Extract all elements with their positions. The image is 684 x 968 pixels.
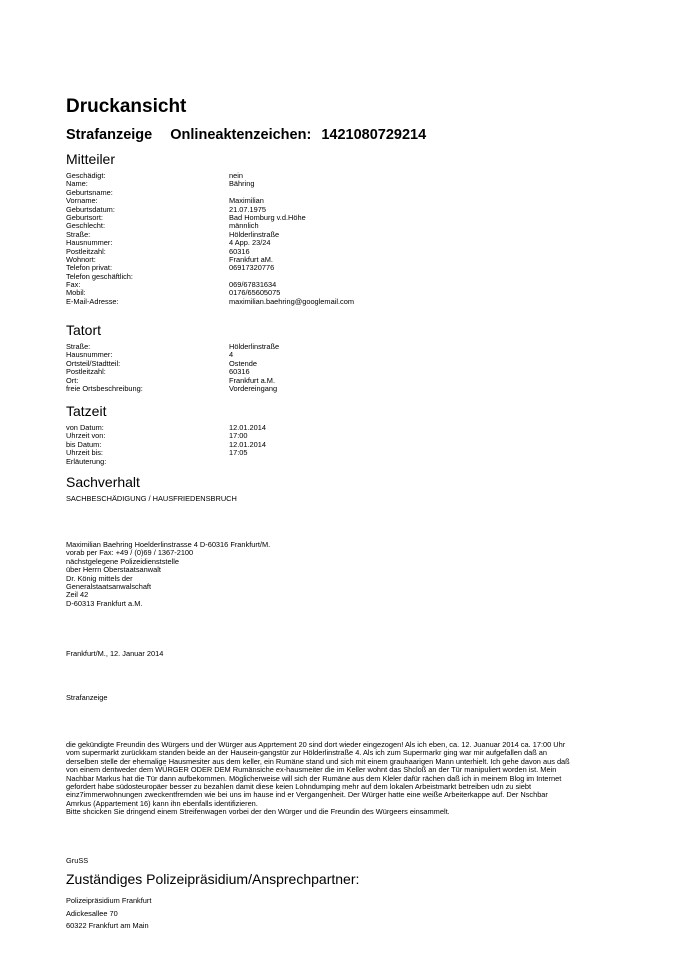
field-label: Geburtsort: bbox=[66, 212, 103, 222]
field-row bbox=[66, 424, 626, 432]
field-row bbox=[66, 449, 626, 457]
address-line: Generalstaatsanwalschaft bbox=[66, 582, 152, 592]
field-value: 12.01.2014 bbox=[229, 439, 266, 449]
field-value: Ostende bbox=[229, 358, 257, 368]
letter-subject: Strafanzeige bbox=[66, 693, 108, 702]
address-line: vorab per Fax: +49 / (0)69 / 1367-2100 bbox=[66, 548, 194, 558]
field-label: Geburtsname: bbox=[66, 187, 113, 197]
body-line: Bitte shcicken Sie dringend einem Streifenwagen vorbei der den Würger und die Freundin des Würgeers einsammelt. bbox=[66, 807, 450, 817]
field-value: maximilian.baehring@googlemail.com bbox=[229, 296, 354, 306]
field-row bbox=[66, 197, 626, 205]
body-line: die gekündigte Freundin des Würgers und der Würger aus Apprtement 20 sind dort wieder eingezogen! Als ich eben, ca. 12. Juanuar 2014 ca. 17:00 Uhr bbox=[66, 740, 566, 749]
page-title: Druckansicht bbox=[66, 96, 187, 117]
police-address-line: Polizeipräsidium Frankfurt bbox=[66, 896, 152, 905]
field-label: Hausnummer: bbox=[66, 238, 113, 248]
field-label: Postleitzahl: bbox=[66, 246, 106, 256]
section-heading-zustaendig: Zuständiges Polizeipräsidium/Ansprechpartner: bbox=[66, 871, 360, 887]
report-subtitle bbox=[66, 127, 426, 144]
field-row bbox=[66, 231, 626, 239]
field-label: Straße: bbox=[66, 342, 91, 351]
field-label: Mobil: bbox=[66, 288, 86, 298]
field-value: Vordereingang bbox=[229, 383, 278, 393]
field-row bbox=[66, 458, 626, 466]
field-row bbox=[66, 222, 626, 230]
body-line: Amrkus (Appartement 16) kann ihn ebenfalls identifizieren. bbox=[66, 798, 258, 808]
field-label: Ort: bbox=[66, 375, 79, 385]
field-row bbox=[66, 264, 626, 272]
body-line: von einem dentweder dem WÜRGER ODER DEM Rumänsiche ex-hausmeiter die im Keller wohnt das Shcloß an der Tür manipuliert worden ist. Mein bbox=[66, 765, 557, 775]
tatort-fields bbox=[66, 343, 626, 393]
field-value: 12.01.2014 bbox=[229, 423, 266, 432]
field-row bbox=[66, 281, 626, 289]
body-line: derselben stelle der ehemalige Hausmesiter aus dem keller, ein Rumäne stand und sich mit einem grauhaarigen Mann unterhielt. Ich gehe davon aus daß bbox=[66, 756, 570, 766]
case-number-value: 1421080729214 bbox=[321, 127, 427, 143]
field-label: Erläuterung: bbox=[66, 456, 107, 466]
field-row bbox=[66, 248, 626, 256]
field-row bbox=[66, 189, 626, 197]
address-line: über Herrn Oberstaatsanwalt bbox=[66, 565, 161, 575]
field-value: 60316 bbox=[229, 367, 250, 377]
address-line: D-60313 Frankfurt a.M. bbox=[66, 598, 143, 608]
field-value: Bähring bbox=[229, 179, 255, 189]
field-label: Name: bbox=[66, 179, 88, 189]
field-label: E-Mail-Adresse: bbox=[66, 296, 119, 306]
field-value: Hölderlinstraße bbox=[229, 342, 280, 351]
field-value: 17:00 bbox=[229, 431, 248, 441]
field-row bbox=[66, 239, 626, 247]
field-label: Wohnort: bbox=[66, 254, 96, 264]
address-line: Dr. König mittels der bbox=[66, 573, 133, 583]
address-line: Zeil 42 bbox=[66, 590, 89, 600]
letter-body bbox=[66, 741, 626, 817]
body-line: einz7immerwohnungen zweckentfremden wie bei uns im hause ind er Vergangenheit. Der Würger hatte eine weiße Arbeiterkappe auf. Der Nschbar bbox=[66, 790, 548, 800]
recipient-address-block bbox=[66, 541, 270, 608]
field-row bbox=[66, 256, 626, 264]
field-label: Telefon geschäftlich: bbox=[66, 271, 133, 281]
field-label: Geschlecht: bbox=[66, 221, 106, 231]
field-row bbox=[66, 206, 626, 214]
field-label: Geschädigt: bbox=[66, 171, 106, 180]
tatzeit-fields bbox=[66, 424, 626, 466]
field-label: Geburtsdatum: bbox=[66, 204, 115, 214]
section-heading-sachverhalt: Sachverhalt bbox=[66, 474, 140, 490]
police-address-line: Adickesallee 70 bbox=[66, 908, 118, 918]
field-row bbox=[66, 180, 626, 188]
field-value: Hölderlinstraße bbox=[229, 229, 280, 239]
field-row bbox=[66, 172, 626, 180]
police-address bbox=[66, 895, 151, 933]
field-value: Frankfurt a.M. bbox=[229, 375, 275, 385]
field-value: nein bbox=[229, 171, 243, 180]
field-row bbox=[66, 298, 626, 306]
field-value: 21.07.1975 bbox=[229, 204, 266, 214]
field-label: freie Ortsbeschreibung: bbox=[66, 383, 143, 393]
address-line: nächstgelegene Polizeidienststelle bbox=[66, 556, 179, 566]
field-label: Fax: bbox=[66, 280, 81, 290]
field-value: 17:05 bbox=[229, 448, 248, 458]
field-label: Telefon privat: bbox=[66, 263, 113, 273]
field-value: 069/67831634 bbox=[229, 280, 277, 290]
field-label: Postleitzahl: bbox=[66, 367, 106, 377]
field-label: bis Datum: bbox=[66, 439, 102, 449]
field-row bbox=[66, 343, 626, 351]
field-label: von Datum: bbox=[66, 423, 104, 432]
police-address-line: 60322 Frankfurt am Main bbox=[66, 921, 149, 930]
field-value: 60316 bbox=[229, 246, 250, 256]
field-value: Bad Homburg v.d.Höhe bbox=[229, 212, 306, 222]
field-value: männlich bbox=[229, 221, 259, 231]
field-value: 06917320776 bbox=[229, 263, 275, 273]
body-line: vom supermarkt zurückkam standen beide an der Hausein-gangstür zur Hölderlinstraße 4. Als ich zum Supermarkr ging war mir aufgefallen daß an bbox=[66, 748, 548, 758]
field-row bbox=[66, 432, 626, 440]
field-value: 0176/65605075 bbox=[229, 288, 281, 298]
field-row bbox=[66, 351, 626, 359]
section-heading-tatzeit: Tatzeit bbox=[66, 403, 107, 419]
field-row bbox=[66, 214, 626, 222]
field-label: Hausnummer: bbox=[66, 350, 113, 360]
case-number-label: Onlineaktenzeichen: bbox=[170, 127, 312, 143]
field-row bbox=[66, 441, 626, 449]
address-line: Maximilian Baehring Hoelderlinstrasse 4 D-60316 Frankfurt/M. bbox=[66, 540, 271, 549]
field-row bbox=[66, 273, 626, 281]
field-row bbox=[66, 385, 626, 393]
letter-date: Frankfurt/M., 12. Januar 2014 bbox=[66, 649, 164, 658]
section-heading-tatort: Tatort bbox=[66, 322, 102, 338]
mitteiler-fields bbox=[66, 172, 626, 306]
field-label: Uhrzeit bis: bbox=[66, 448, 103, 458]
field-label: Uhrzeit von: bbox=[66, 431, 106, 441]
field-label: Ortsteil/Stadtteil: bbox=[66, 358, 121, 368]
field-value: Frankfurt aM. bbox=[229, 254, 273, 264]
field-value: Maximilian bbox=[229, 196, 264, 206]
field-row bbox=[66, 377, 626, 385]
body-line: gefordert habe südosteuropäer besser zu bezahlen damit diese keien Lohndumping mehr auf dem lokalen Arbeistmarkt betreiben udn zu siebt bbox=[66, 782, 532, 792]
body-line: Nachbar Markus hat die Tür dann aufbekommen. Möglicherweise will sich der Rumäne aus dem Kleler dafür rächen daß ich in meinem Blog im Internet bbox=[66, 773, 562, 783]
field-value: 4 bbox=[229, 350, 234, 360]
offense-summary: SACHBESCHÄDIGUNG / HAUSFRIEDENSBRUCH bbox=[66, 494, 237, 503]
field-label: Vorname: bbox=[66, 196, 98, 206]
field-label: Straße: bbox=[66, 229, 91, 239]
field-value: 4 App. 23/24 bbox=[229, 238, 271, 248]
report-type: Strafanzeige bbox=[66, 127, 153, 143]
field-row bbox=[66, 360, 626, 368]
letter-closing: GruSS bbox=[66, 856, 89, 865]
section-heading-mitteiler: Mitteiler bbox=[66, 151, 116, 167]
field-row bbox=[66, 368, 626, 376]
